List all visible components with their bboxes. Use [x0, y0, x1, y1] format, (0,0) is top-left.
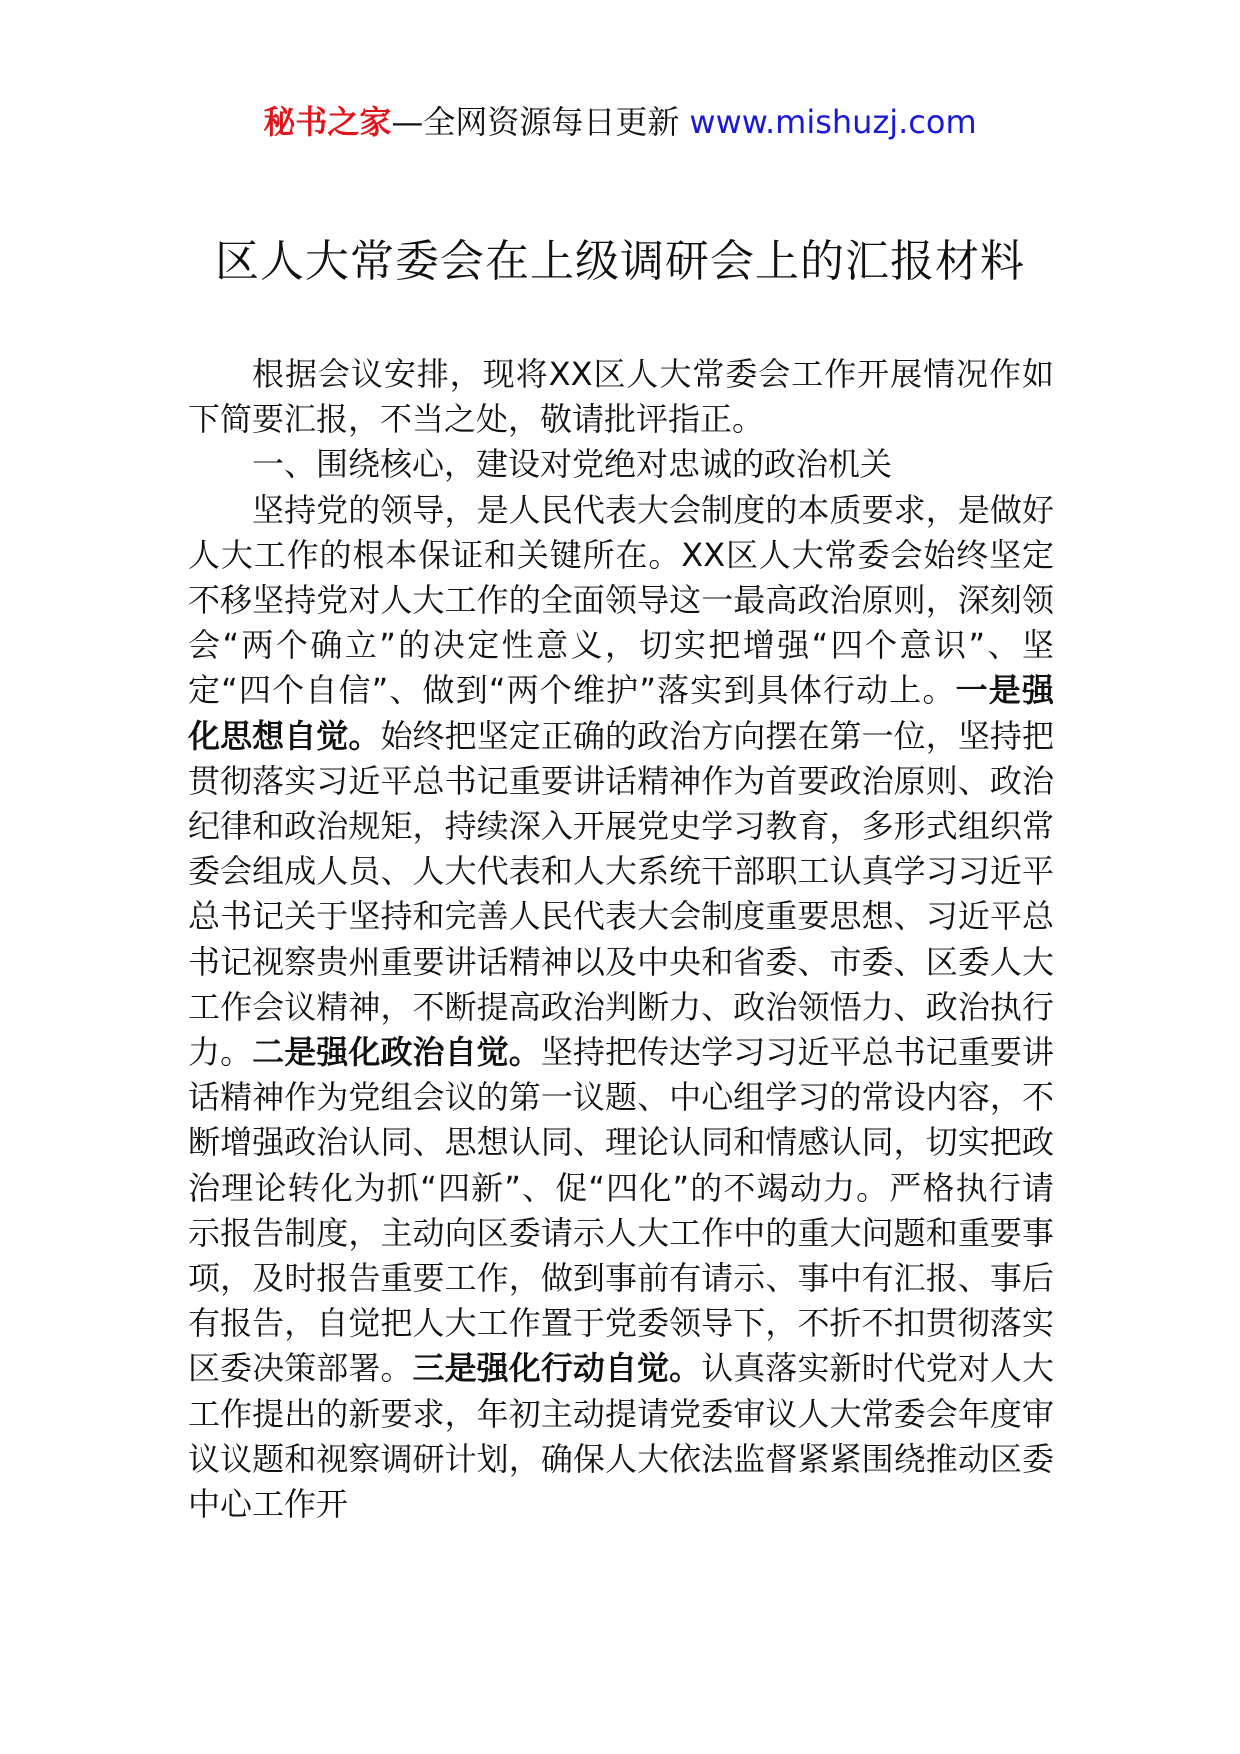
document-body — [188, 352, 1054, 1527]
paragraph-text: 始终把坚定正确的政治方向摆在第一位，坚持把贯彻落实习近平总书记重要讲话精神作为首要政治原则、政治纪律和政治规矩，持续深入开展党史学习教育，多形式组织常委会组成人员、人大代表和人大系统干部职工认真学习习近平总书记关于坚持和完善人民代表大会制度重要思想、习近平总书记视察贵州重要讲话精神以及中央和省委、市委、区委人大工作会议精神，不断提高政治判断力、政治领悟力、政治执行力。 — [188, 716, 1054, 1072]
bold-point-3: 三是强化行动自觉。 — [412, 1349, 702, 1388]
intro-paragraph: 根据会议安排，现将XX区人大常委会工作开展情况作如下简要汇报，不当之处，敬请批评指正。 — [188, 355, 1054, 439]
paragraph-text: 坚持党的领导，是人民代表大会制度的本质要求，是做好人大工作的根本保证和关键所在。XX区人大常委会始终坚定不移坚持党对人大工作的全面领导这一最高政治原则，深刻领会“两个确立”的决定性意义，切实把增强“四个意识”、坚定“四个自信”、做到“两个维护”落实到具体行动上。 — [188, 490, 1054, 710]
site-url-link[interactable]: www.mishuzj.com — [689, 103, 977, 141]
paragraph-text: 认真落实新时代党对人大工作提出的新要求，年初主动提请党委审议人大常委会年度审议议题和视察调研计划，确保人大依法监督紧紧围绕推动区委中心工作开 — [188, 1349, 1054, 1524]
paragraph-text: 坚持把传达学习习近平总书记重要讲话精神作为党组会议的第一议题、中心组学习的常设内容，不断增强政治认同、思想认同、理论认同和情感认同，切实把政治理论转化为抓“四新”、促“四化”的不竭动力。严格执行请示报告制度，主动向区委请示人大工作中的重大问题和重要事项，及时报告重要工作，做到事前有请示、事中有汇报、事后有报告，自觉把人大工作置于党委领导下，不折不扣贯彻落实区委决策部署。 — [188, 1033, 1054, 1388]
site-brand: 秘书之家 — [263, 103, 392, 141]
bold-point-2: 二是强化政治自觉。 — [252, 1033, 541, 1072]
document-title: 区人大常委会在上级调研会上的汇报材料 — [215, 236, 1025, 287]
bold-point-1: 一是强化思想自觉。 — [188, 671, 1054, 755]
section-heading: 一、围绕核心，建设对党绝对忠诚的政治机关 — [252, 445, 893, 484]
body-paragraph — [188, 488, 1054, 1528]
site-slogan: —全网资源每日更新 — [391, 103, 680, 141]
site-header — [0, 100, 1240, 144]
